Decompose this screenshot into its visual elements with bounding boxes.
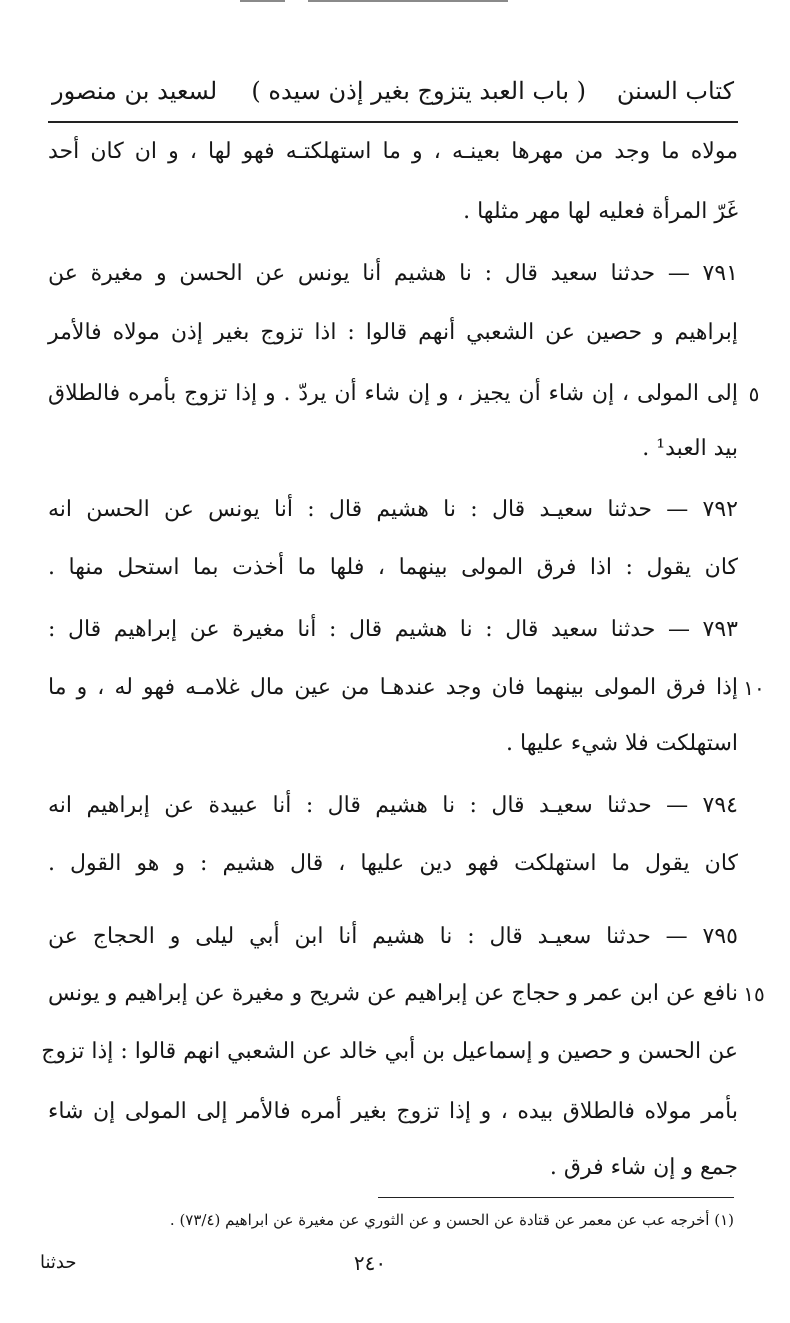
text-line: إلى المولى ، إن شاء أن يجيز ، و إن شاء أن يردّ . و إذا تزوج بأمره فالطلاق — [48, 381, 738, 406]
hadith-792-line: ٧٩٢ — حدثنا سعيـد قال : نا هشيم قال : أنا يونس عن الحسن انه — [48, 497, 738, 522]
catchword: حدثنا — [40, 1252, 77, 1273]
header-book-title: كتاب السنن — [616, 77, 734, 105]
text-line: إذا فرق المولى بينهما فان وجد عندهـا من عين مال غلامـه فهو له ، و ما — [48, 675, 738, 700]
hadith-791-line: ٧٩١ — حدثنا سعيد قال : نا هشيم أنا يونس عن الحسن و مغيرة عن — [48, 261, 738, 286]
header-author: لسعيد بن منصور — [52, 77, 218, 105]
top-edge-mark — [308, 0, 508, 2]
line-number-5: ٥ — [748, 382, 760, 406]
footnote: (١) أخرجه عب عن معمر عن قتادة عن الحسن و عن الثوري عن مغيرة عن ابراهيم (٧٣/٤) . — [169, 1211, 734, 1229]
footnote-rule — [378, 1197, 734, 1198]
text-line: استهلكت فلا شيء عليها . — [506, 731, 738, 756]
text-line: غَرّ المرأة فعليه لها مهر مثلها . — [463, 199, 738, 224]
text-line: كان يقول : اذا فرق المولى بينهما ، فلها ما أخذت بما استحل منها . — [48, 555, 738, 580]
hadith-794-line: ٧٩٤ — حدثنا سعيـد قال : نا هشيم قال : أنا عبيدة عن إبراهيم انه — [48, 793, 738, 818]
line-number-10: ١٠ — [743, 676, 765, 700]
text-line: مولاه ما وجد من مهرها بعينـه ، و ما استهلكتـه فهو لها ، و ان كان أحد — [48, 139, 738, 164]
text-line: عن الحسن و حصين و إسماعيل بن أبي خالد عن الشعبي انهم قالوا : إذا تزوج — [41, 1039, 738, 1064]
page-number: ٢٤٠ — [353, 1251, 387, 1275]
line-number-15: ١٥ — [743, 982, 765, 1006]
text-line: كان يقول ما استهلكت فهو دين عليها ، قال هشيم : و هو القول . — [48, 851, 738, 876]
text-line: بأمر مولاه فالطلاق بيده ، و إذا تزوج بغير أمره فالأمر إلى المولى إن شاء — [48, 1099, 738, 1124]
header-rule — [48, 121, 738, 123]
text-line: جمع و إن شاء فرق . — [549, 1155, 738, 1180]
text-line: إبراهيم و حصين عن الشعبي أنهم قالوا : اذا تزوج بغير إذن مولاه فالأمر — [48, 320, 738, 345]
header-chapter-title: ( باب العبد يتزوج بغير إذن سيده ) — [251, 77, 586, 105]
text-line: نافع عن ابن عمر و حجاج عن إبراهيم عن شريح و مغيرة عن إبراهيم و يونس — [48, 981, 738, 1006]
top-edge-mark — [240, 0, 285, 2]
running-header — [52, 72, 734, 110]
hadith-795-line: ٧٩٥ — حدثنا سعيـد قال : نا هشيم أنا ابن أبي ليلى و الحجاج عن — [48, 924, 738, 949]
hadith-793-line: ٧٩٣ — حدثنا سعيد قال : نا هشيم قال : أنا مغيرة عن إبراهيم قال : — [48, 617, 738, 642]
text-line: بيد العبد¹ . — [642, 436, 738, 461]
